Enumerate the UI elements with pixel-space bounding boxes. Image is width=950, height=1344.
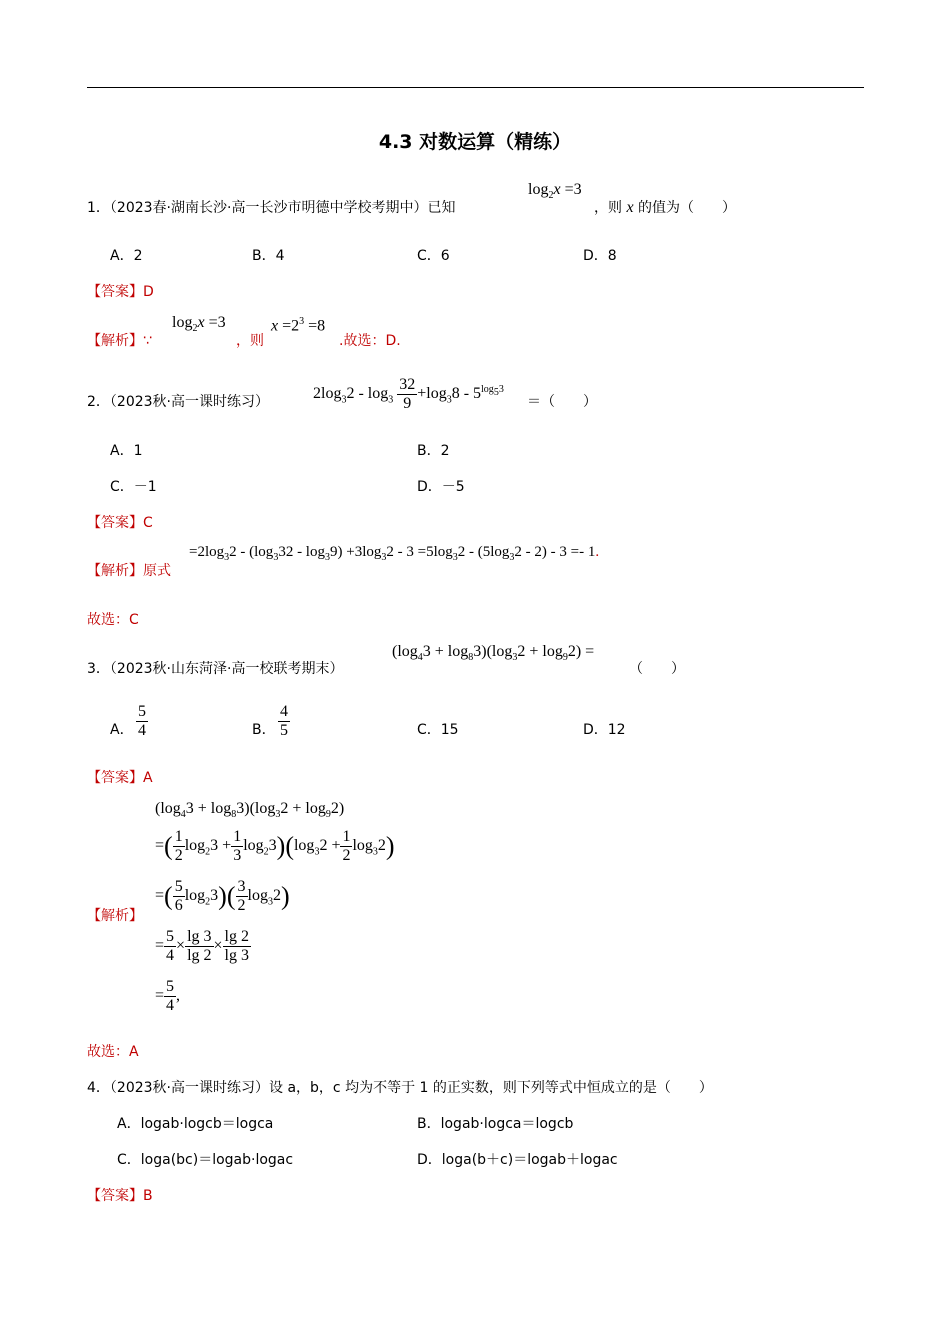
q3-analysis-label: 【解析】 [87,908,143,924]
q1-analysis-formula2: $x =2^3 =8$ [271,316,326,335]
q1-analysis-label: 【解析】∵ [87,333,152,349]
page-title: 4.3 对数运算（精练） [378,131,572,153]
q3-option-a[interactable]: A． [110,722,134,738]
header-rule [87,87,864,88]
q2-analysis-formula: $=2\log_32 - (\log_332 - \log_39) +3\log_32 - 3 =5\log_32 - (5\log_32 - 2) - 3 =- 1$. [189,544,600,563]
q3-option-d[interactable]: D．12 [583,722,626,738]
question-3-stem: 3．（2023秋·山东菏泽·高一校联考期末） [87,661,344,677]
question-1-tail: ，则 x 的值为（ ） [594,199,737,216]
q2-conclusion: 故选：C [87,612,139,628]
q1-answer: 【答案】D [87,284,154,300]
q3-analysis-line4: = $\frac{5}{4}$ × $\frac{\lg 3}{\lg 2}$ × $\frac{\lg 2}{\lg 3}$ [155,928,249,964]
question-1-formula: $\log_2x =3$ [528,181,582,202]
q1-option-b[interactable]: B．4 [252,248,285,264]
q1-option-a[interactable]: A．2 [110,248,143,264]
q2-answer: 【答案】C [87,515,153,531]
question-2-formula: $2\log_32 - \log_3$ $\frac{32}{9}$ $+\log_38 - 5^{log_53}$ [313,376,504,412]
question-4-stem: 4．（2023秋·高一课时练习）设 a，b，c 均为不等于 1 的正实数，则下列等式中恒成立的是（ ） [87,1080,713,1096]
q2-option-a[interactable]: A．1 [110,443,143,459]
q1-analysis-formula1: $\log_2x =3$ [172,314,226,335]
q4-option-c[interactable]: C．loga(bc)＝logab·logac [117,1152,294,1168]
q3-option-c[interactable]: C．15 [417,722,459,738]
q3-option-b[interactable]: B． [252,722,276,738]
q2-option-b[interactable]: B．2 [417,443,450,459]
q1-analysis-mid: ，则 [236,333,264,349]
question-2-stem: 2．（2023秋·高一课时练习） [87,394,270,410]
q4-option-d[interactable]: D．loga(b＋c)＝logab＋logac [417,1152,618,1168]
q2-option-d[interactable]: D．－5 [417,479,465,495]
q3-analysis-line2: =( $\frac{1}{2}$ $\log_23$ + $\frac{1}{3}$ $\log_23)(\log_32$ + $\frac{1}{2}$ $\log_32$) [155,828,395,864]
q3-analysis-line5: = $\frac{5}{4}$ , [155,978,181,1014]
question-3-formula: $(\log_43 + \log_83)(\log_32 + \log_92)$ = [392,643,595,664]
q1-analysis-end: .故选：D. [339,333,401,349]
q1-option-d[interactable]: D．8 [583,248,617,264]
q3-answer: 【答案】A [87,770,153,786]
question-2-tail: ＝（ ） [527,394,597,410]
q3-analysis-line1: $(\log_43 + \log_83)(\log_32 + \log_92)$ [155,800,345,821]
q2-analysis-label: 【解析】原式 [87,563,171,579]
q3-conclusion: 故选：A [87,1044,139,1060]
q4-answer: 【答案】B [87,1188,153,1204]
question-1-stem: 1．（2023春·湖南长沙·高一长沙市明德中学校考期中）已知 [87,200,456,216]
q3-analysis-line3: =( $\frac{5}{6}$ $\log_23$)( $\frac{3}{2}$ $\log_32$) [155,878,290,914]
q2-option-c[interactable]: C．－1 [110,479,157,495]
q4-option-b[interactable]: B．logab·logca＝logcb [417,1116,574,1132]
q3-option-a-fraction: $\frac{5}{4}$ [138,703,146,739]
q3-option-b-fraction: $\frac{4}{5}$ [280,703,288,739]
q1-option-c[interactable]: C．6 [417,248,450,264]
question-3-tail: （ ） [629,661,685,677]
q4-option-a[interactable]: A．logab·logcb＝logca [117,1116,274,1132]
